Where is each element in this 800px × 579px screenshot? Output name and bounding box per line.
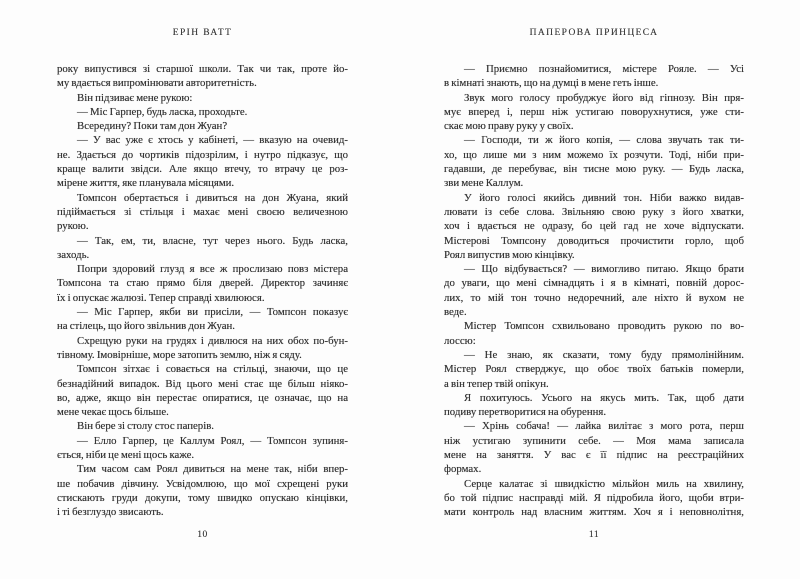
text-line: — Приємно познайомитися, містере Рояле. — Усі [464,63,744,75]
page-left [57,0,348,579]
text-line: У його голосі якийсь дивний тон. Ніби важко видав- [464,191,744,204]
text-line: — Так, ем, ти, власне, тут через нього. Будь ласка, [77,234,348,247]
text-line: Томпсон зітхає і совається на стільці, знаючи, що це [77,363,348,376]
text-line: зви мене Каллум. [444,177,524,190]
page-right-body [444,62,744,520]
page-number-right: 11 [588,530,600,540]
text-line: хо, що лише ми з ним можемо їх розчути. Тоді, ніби при- [444,148,744,161]
text-line: Містер Роял стверджує, що обоє твоїх батьків померли, [444,363,744,376]
text-line: а він тепер твій опікун. [444,377,549,390]
text-line: — Міс Гарпер, якби ви присіли, — Томпсон показує [77,306,348,319]
text-line: мірене життя, яке планувала місяцями. [57,177,235,190]
text-line: рукою. [57,220,89,233]
text-line: — Міс Гарпер, будь ласка, проходьте. [77,105,248,118]
text-line: мене чекає щось більше. [57,406,169,419]
text-line: — Не знаю, як сказати, тому буду прямолінійним. [464,348,744,361]
text-line: року випустився зі старшої школи. Так чи так, проте йо- [57,63,348,75]
text-line: — Елло Гарпер, це Каллум Роял, — Томпсон зупиня- [77,434,348,447]
text-line: ється, ніби це мені щось каже. [57,449,195,462]
text-line: на стілець, що його звільнив дон Жуан. [57,320,235,333]
page-number-left: 10 [197,530,208,540]
text-line: бо той підпис насправді мій. Я підробила його, щоби втри- [444,491,744,504]
text-line: Всередину? Поки там дон Жуан? [77,120,228,133]
text-line: Серце калатає зі швидкістю мільйон миль на хвилину, [464,477,744,490]
text-line: тівному. Імовірніше, море затопить землю, ніж я сяду. [57,348,302,361]
page-left-body [57,62,348,520]
running-head-title: ПАПЕРОВА ПРИНЦЕСА [529,28,659,38]
text-line: Схрещую руки на грудях і дивлюся на них обох по-бун- [77,334,348,347]
text-line: безнадійний випадок. Від цього мені стає ще більш ніяко- [57,377,348,390]
text-line: лоссю: [444,334,476,347]
text-line: Звук мого голосу пробуджує його від гіпнозу. Він пря- [464,91,744,104]
text-line: заходь. [57,248,90,261]
text-line: Я похитуюсь. Усього на якусь мить. Так, щоб дати [464,391,744,404]
text-line: Томпсон обертається і дивиться на дон Жуана, який [77,191,348,204]
text-line: мене на заняття. У вас є її підпис на реєстраційних [444,449,744,462]
text-line: ніж устигаю зупинити себе. — Моя мама записала [444,434,744,447]
text-line: хоч і вдається не одразу, бо цей гад не хоче відпускати. [444,220,744,233]
text-line: — Хрінь собача! — лайка вилітає з мого рота, перш [464,420,744,433]
text-line: формах. [444,463,482,476]
text-line: гадавши, де перебуває, він тисне мою руку. — Будь ласка, [444,163,744,176]
text-line: не. Здається до чортиків підозрілим, і нутро підказує, що [57,148,348,161]
text-line: Роял випустив мою кінцівку. [444,248,575,261]
text-line: Містер Томпсон схвильовано проводить рукою по во- [464,320,744,333]
text-line: Містерові Томпсону доводиться прочистити горло, щоб [444,234,744,247]
text-line: — Господи, ти ж його копія, — слова звучать так ти- [464,134,744,147]
text-line: Томпсона та стаю прямо біля дверей. Директор зачиняє [57,277,348,290]
text-line: веде. [444,306,467,319]
text-line: Попри здоровий глузд я все ж прослизаю повз містера [77,263,348,276]
text-line: му вдається випромінювати авторитетність. [57,77,257,90]
text-line: во, адже, якщо він перестає опиратися, це означає, що на [57,391,348,404]
text-line: скає мою праву руку у своїх. [444,120,574,133]
text-line: мати контроль над власним життям. Хоч я і неповнолітня, [444,506,744,519]
text-line: Він підзиває мене рукою: [77,91,193,104]
text-line: ше побачив дівчину. Усвідомлюю, що мої схрещені руки [57,477,348,490]
text-line: стискають груди докупи, тому швидко опускаю кінцівки, [57,491,348,504]
text-line: Тим часом сам Роял дивиться на мене так, ніби впер- [77,463,348,476]
running-head-author: ЕРІН ВАТТ [172,28,233,38]
text-line: Він бере зі столу стос паперів. [77,420,215,433]
text-line: краще валити звідси. Але якщо втечу, то втрачу це роз- [57,163,348,176]
text-line: до уваги, що мені сімнадцять і я в кімнаті, повній дорос- [444,277,744,290]
text-line: лих, то мій тон точно недоречний, але ніхто й вухом не [444,291,744,304]
text-line: подиву перетворитися на обурення. [444,406,607,419]
text-line: — У вас уже є хтось у кабінеті, — вказую на очевид- [77,134,348,147]
text-line: їх і опускає жалюзі. Тепер справді хвилююся. [57,291,265,304]
text-line: в кімнаті знають, що на думці в мене геть інше. [444,77,659,90]
text-line: мує вперед і, перш ніж устигаю поворухнутися, уже сти- [444,105,744,118]
text-line: підіймається зі стільця і махає мені своєю величезною [57,205,348,218]
text-line: і ті безглуздо звисають. [57,506,164,519]
page-right [444,0,744,579]
text-line: — Що відбувається? — вимогливо питаю. Якщо брати [464,263,744,276]
text-line: лювати із себе слова. Звільняю свою руку з його хватки, [444,205,744,218]
